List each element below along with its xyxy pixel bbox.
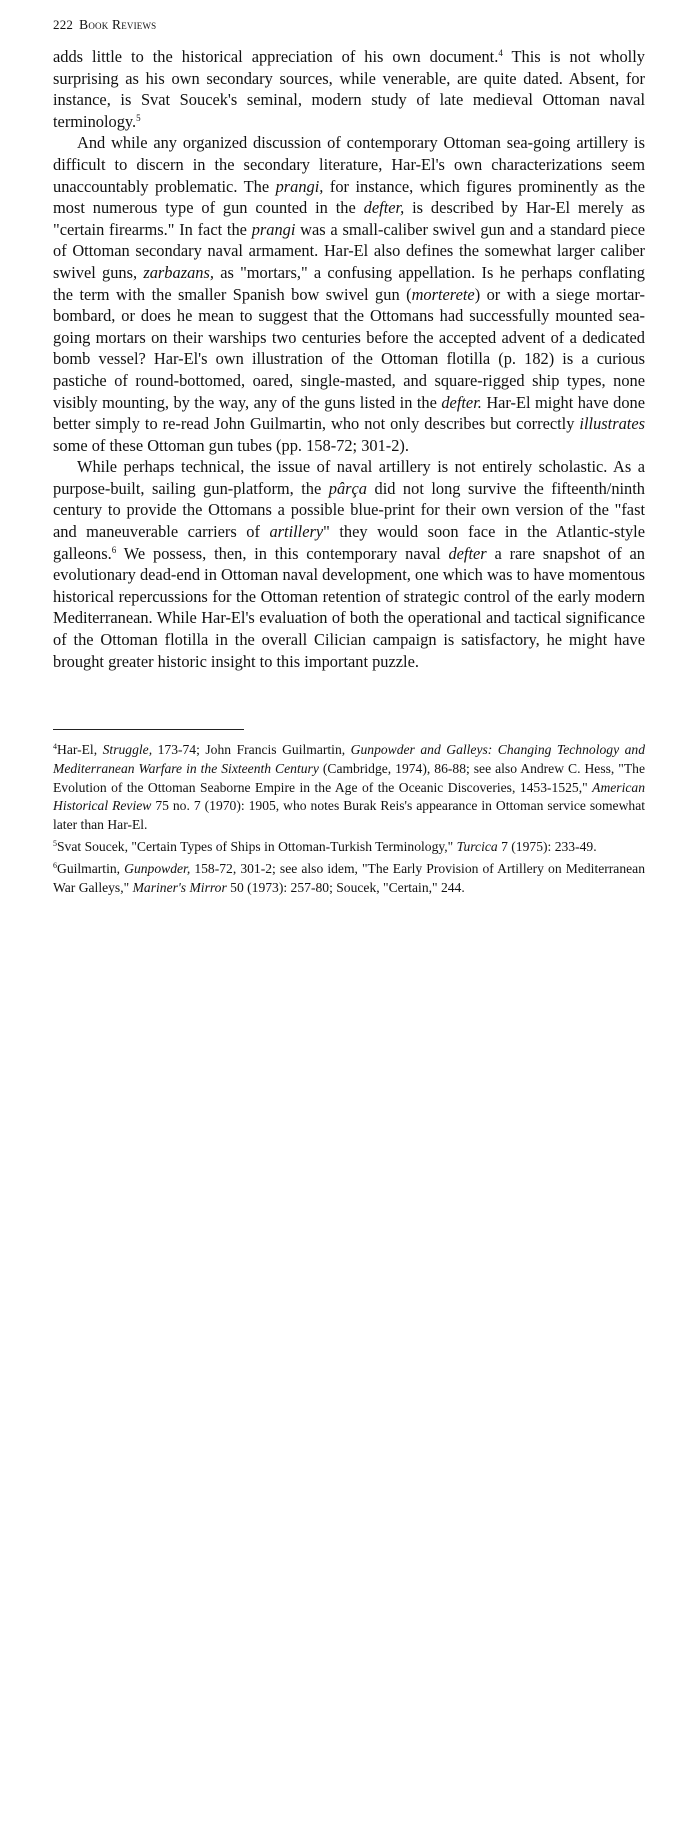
text-run: This is not wholly surprising as his own secondary sources, while venerable, are quite dated. Absent, for instance, is Svat Soucek's seminal, modern study of late medieval Ottoman naval terminology.: [53, 47, 645, 131]
body-paragraph: [53, 132, 645, 456]
text-run: adds little to the historical appreciation of his own document.: [53, 47, 499, 66]
italic-run: defter.: [441, 392, 482, 412]
italic-run: Gunpowder and Galleys: Changing Technology and Mediterranean Warfare in the Sixteenth Century: [53, 742, 645, 776]
text-run: We possess, then, in this contemporary naval: [116, 543, 449, 563]
text-run: (Cambridge, 1974), 86-88; see also Andrew C. Hess, "The Evolution of the Ottoman Seaborne Empire in the Age of the Oceanic Discoveries, 1453-1525,": [53, 760, 645, 795]
text-run: some of these Ottoman gun tubes (pp. 158-72; 301-2).: [53, 435, 409, 455]
footnote: [53, 838, 645, 857]
text-run: Svat Soucek, "Certain Types of Ships in Ottoman-Turkish Terminology,": [57, 838, 457, 854]
text-run: Guilmartin,: [57, 860, 125, 876]
running-title: Book Reviews: [79, 17, 157, 32]
footnote: [53, 741, 645, 835]
text-run: is described by Har-El merely as "certain firearms." In fact the: [53, 198, 646, 239]
footnote-marker: 5: [136, 112, 141, 123]
text-run: Har-El,: [57, 742, 103, 757]
italic-run: defter,: [363, 198, 405, 218]
text-run: 7 (1975): 233-49.: [497, 838, 597, 854]
text-run: did not long survive the fifteenth/ninth century to provide the Ottomans a possible blue-print for their own version of the "fast and maneuverable carriers of: [53, 478, 646, 542]
text-run: 75 no. 7 (1970): 1905, who notes Burak Reis's appearance in Ottoman service somewhat later than Har-El.: [53, 798, 646, 833]
italic-run: illustrates: [579, 414, 645, 434]
text-run: 158-72, 301-2; see also idem, "The Early Provision of Artillery on Mediterranean War Galleys,": [53, 860, 645, 895]
body-paragraph: [53, 456, 645, 672]
footnote-marker: 6: [111, 544, 117, 555]
italic-run: defter: [448, 543, 487, 563]
review-body: [53, 46, 645, 672]
text-run: 50 (1973): 257-80; Soucek, "Certain," 244.: [226, 879, 465, 895]
footnote-divider: [53, 729, 244, 730]
text-run: While perhaps technical, the issue of naval artillery is not entirely scholastic. As a purpose-built, sailing gun-platform, the: [53, 457, 645, 498]
italic-run: Gunpowder,: [124, 860, 191, 876]
footnote-marker: 6: [53, 860, 57, 870]
italic-run: American Historical Review: [53, 779, 645, 814]
italic-run: zarbazans,: [143, 262, 214, 282]
text-run: And while any organized discussion of contemporary Ottoman sea-going artillery is difficult to discern in the secondary literature, Har-El's own characterizations seem unaccountably problematic. The: [53, 133, 645, 196]
footnote-marker: 4: [498, 48, 503, 58]
italic-run: prangi: [251, 219, 296, 239]
footnote-marker: 4: [53, 742, 57, 751]
italic-run: artillery: [269, 522, 324, 542]
text-run: for instance, which figures prominently as the most numerous type of gun counted in the: [53, 176, 646, 218]
italic-run: Struggle,: [102, 742, 153, 757]
footnotes: [53, 741, 645, 900]
italic-run: Turcica: [456, 838, 498, 854]
text-run: was a small-caliber swivel gun and a standard piece of Ottoman secondary naval armament. Har-El also defines the somewhat larger caliber swivel guns,: [53, 219, 645, 282]
italic-run: Mariner's Mirror: [132, 879, 227, 895]
text-run: as "mortars," a confusing appellation. Is he perhaps conflating the term with the smaller Spanish bow swivel gun (: [53, 262, 645, 304]
page-number: 222: [53, 17, 74, 32]
italic-run: prangi,: [275, 176, 324, 196]
body-paragraph: [53, 46, 645, 132]
running-header: [53, 17, 156, 33]
italic-run: pârça: [328, 478, 368, 498]
text-run: " they would soon face in the Atlantic-style galleons.: [53, 522, 645, 563]
text-run: a rare snapshot of an evolutionary dead-end in Ottoman naval development, one which was to have momentous historical repercussions for the Ottoman retention of strategic control of the early modern Mediterranean. While Har-El's evaluation of both the operational and tactical significance of the Ottoman flotilla in the overall Cilician campaign is satisfactory, he might have brought greater historic insight to this important puzzle.: [53, 543, 645, 671]
footnote-marker: 5: [53, 838, 57, 848]
italic-run: morterete: [411, 284, 475, 304]
footnote: [53, 860, 645, 898]
text-run: ) or with a siege mortar-bombard, or does he mean to suggest that the Ottomans had successfully mounted sea-going mortars on their warships two centuries before the accepted advent of a dedicated bomb vessel? Har-El's own illustration of the Ottoman flotilla (p. 182) is a curious pastiche of round-bottomed, oared, single-masted, and square-rigged ship types, none visibly mounting, by the way, any of the guns listed in the: [53, 284, 645, 412]
text-run: Har-El might have done better simply to re-read John Guilmartin, who not only describes but correctly: [53, 392, 645, 434]
text-run: 173-74; John Francis Guilmartin,: [152, 742, 351, 757]
